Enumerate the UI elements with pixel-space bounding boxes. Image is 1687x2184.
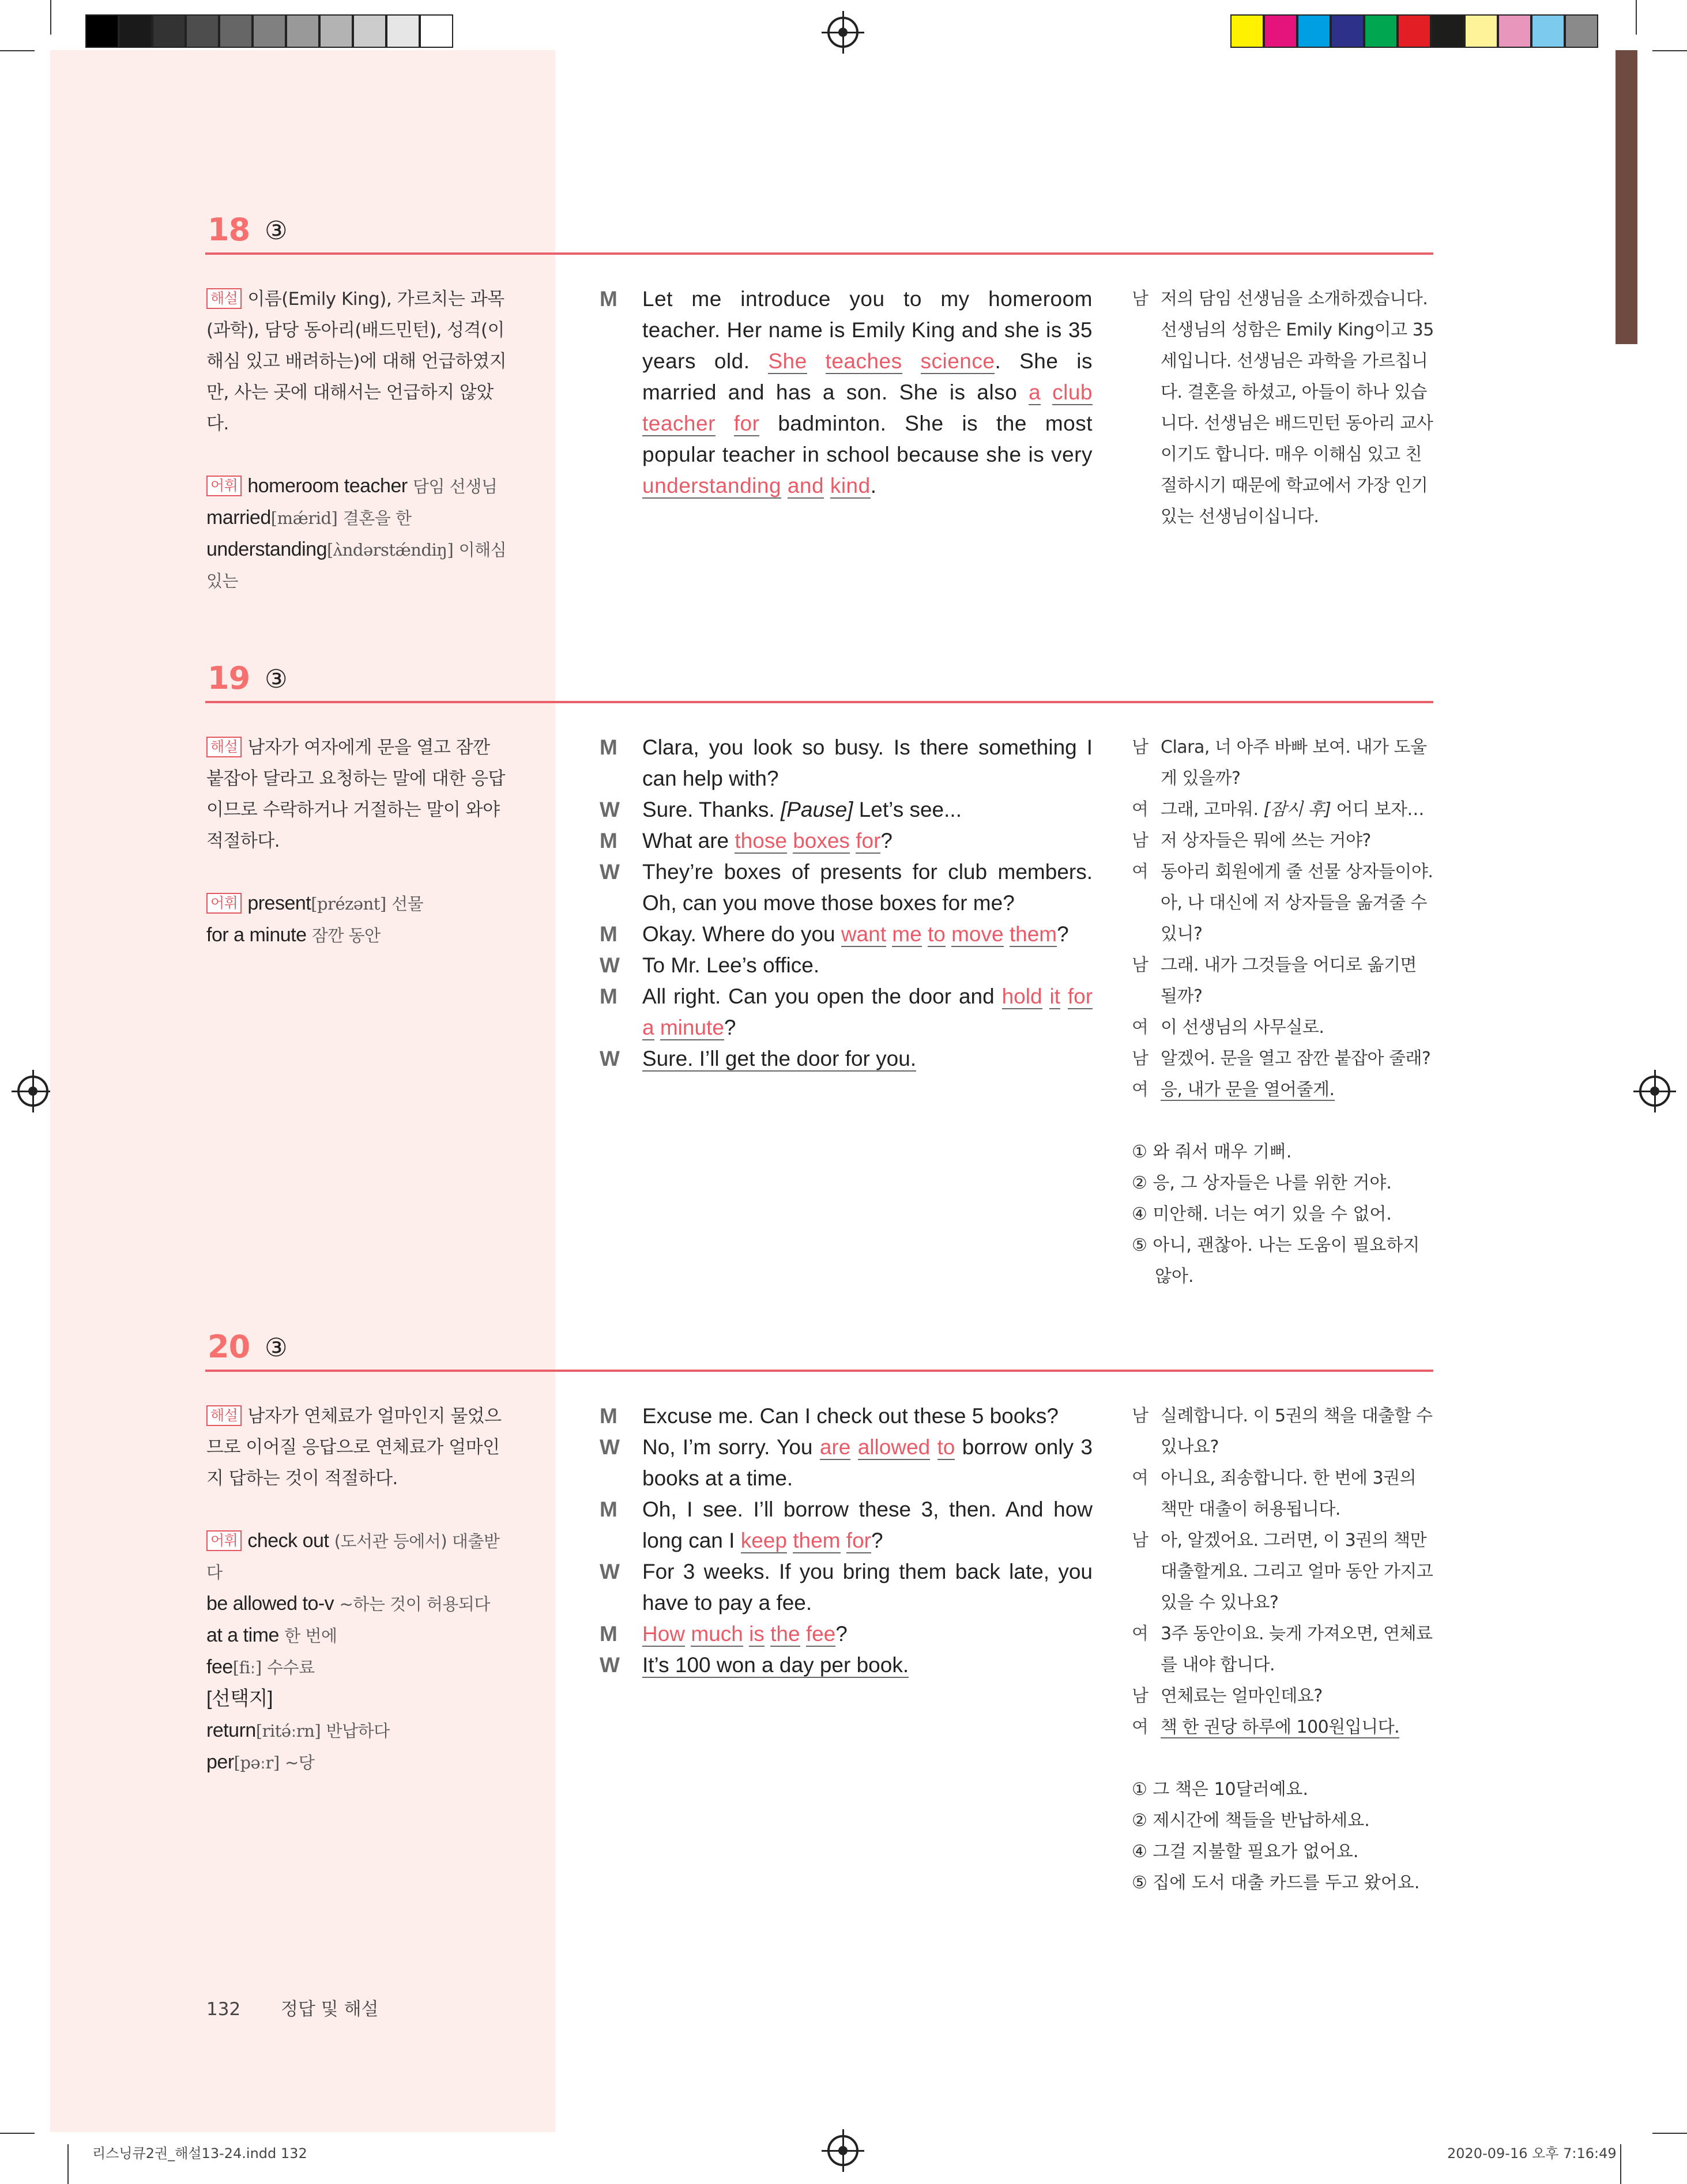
answer-phrase-word: minute bbox=[660, 1016, 724, 1039]
script-line bbox=[600, 1650, 1093, 1681]
script-line bbox=[600, 1494, 1093, 1556]
speaker-label: 남 bbox=[1132, 1406, 1148, 1426]
line-text: 연체료는 얼마인데요? bbox=[1161, 1686, 1323, 1706]
option-item: ① 와 줘서 매우 기뻐. bbox=[1132, 1142, 1292, 1162]
vocab-item bbox=[206, 1651, 512, 1683]
answer-phrase-word: understanding bbox=[642, 474, 782, 497]
speaker-label: M bbox=[600, 287, 618, 311]
translation-line bbox=[1132, 1463, 1437, 1525]
translation-line bbox=[1132, 1619, 1437, 1681]
q19-translation bbox=[1132, 732, 1437, 1292]
translation-line bbox=[1132, 1525, 1437, 1619]
vocab-item bbox=[206, 470, 512, 502]
registration-mark bbox=[827, 17, 858, 48]
line-text: ? bbox=[1057, 922, 1069, 946]
translation-line bbox=[1132, 857, 1437, 950]
answer-phrase-word: are bbox=[819, 1435, 851, 1459]
speaker-label: M bbox=[600, 1498, 617, 1521]
speaker-label: 남 bbox=[1132, 289, 1148, 309]
answer-phrase-word: kind bbox=[830, 474, 871, 497]
color-swatch bbox=[319, 14, 353, 48]
speaker-label: 여 bbox=[1132, 799, 1148, 820]
spacer bbox=[1132, 1743, 1437, 1774]
color-swatch bbox=[1565, 14, 1598, 48]
speaker-label: 여 bbox=[1132, 1468, 1148, 1488]
q20-script bbox=[600, 1401, 1093, 1681]
line-text: ? bbox=[835, 1622, 848, 1646]
vocab-word: for a minute bbox=[206, 924, 307, 946]
vocab-item bbox=[206, 534, 512, 597]
explain-tag: 해설 bbox=[206, 1405, 242, 1426]
speaker-label: M bbox=[600, 922, 617, 946]
vocab-item bbox=[206, 888, 512, 919]
line-text: 실례합니다. 이 5권의 책을 대출할 수 있나요? bbox=[1161, 1406, 1433, 1457]
answer-mark: ③ bbox=[265, 1333, 288, 1363]
crop-mark bbox=[67, 2144, 69, 2184]
color-swatch bbox=[1464, 14, 1498, 48]
translation-line bbox=[1132, 1012, 1437, 1043]
answer-phrase bbox=[841, 922, 1057, 947]
translation-line bbox=[1132, 825, 1437, 857]
color-swatch bbox=[1531, 14, 1565, 48]
crop-mark bbox=[50, 0, 51, 35]
vocab-list bbox=[206, 888, 512, 951]
crop-mark bbox=[0, 2133, 35, 2134]
crop-mark bbox=[1652, 50, 1687, 51]
color-swatch bbox=[386, 14, 420, 48]
speaker-label: W bbox=[600, 1560, 620, 1583]
line-text: 이 선생님의 사무실로. bbox=[1161, 1017, 1324, 1038]
line-text: ? bbox=[871, 1529, 883, 1552]
answer-phrase-word: science bbox=[920, 349, 995, 373]
script-line bbox=[600, 794, 1093, 825]
answer-phrase-word: to bbox=[927, 922, 946, 946]
color-swatch bbox=[420, 14, 453, 48]
script-line bbox=[600, 919, 1093, 950]
q20-explanation: 해설 남자가 연체료가 얼마인지 물었으므로 이어질 응답으로 연체료가 얼마인지 답하는 것이 적절하다. 어휘 check out (도서관 등에서) 대출받다 be allowed to-v ~하는 것이 허용되다 at a time 한 번에 fee[fiː] 수수료 [선택지] return[ritə́ːrn] 반납하다 per[pəːr] ~당 bbox=[206, 1401, 512, 1778]
line-text: For 3 weeks. If you bring them back late, you have to pay a fee. bbox=[642, 1560, 1093, 1615]
option-item: ⑤ 아니, 괜찮아. 나는 도움이 필요하지 않아. bbox=[1132, 1235, 1420, 1287]
color-swatch bbox=[1331, 14, 1364, 48]
speaker-label: M bbox=[600, 829, 617, 853]
stage-direction: [잠시 후] bbox=[1263, 799, 1331, 820]
color-swatch bbox=[219, 14, 253, 48]
answer-phrase-word: them bbox=[1009, 922, 1057, 946]
question-number: 19 bbox=[208, 660, 250, 696]
vocab-word: married bbox=[206, 507, 271, 529]
slug-file: 리스닝큐2권_해설13-24.indd 132 bbox=[92, 2145, 307, 2162]
explain-tag: 해설 bbox=[206, 737, 242, 757]
speaker-label: W bbox=[600, 1047, 620, 1070]
line-text: 그래. 내가 그것들을 어디로 옮기면 될까? bbox=[1161, 955, 1417, 1006]
line-text: Okay. Where do you bbox=[642, 922, 841, 946]
question-19-header bbox=[208, 644, 288, 696]
script-line bbox=[600, 1432, 1093, 1494]
crop-mark bbox=[1636, 0, 1637, 35]
option-item: ④ 미안해. 너는 여기 있을 수 없어. bbox=[1132, 1204, 1392, 1224]
answer-phrase-word: for bbox=[733, 412, 760, 435]
vocab-meaning: (도서관 등에서) 대출받다 bbox=[206, 1532, 500, 1582]
translation-line bbox=[1132, 732, 1437, 794]
line-text: 아, 알겠어요. 그러면, 이 3권의 책만 대출할게요. 그리고 얼마 동안 가지고 있을 수 있나요? bbox=[1161, 1530, 1433, 1613]
option-list bbox=[1132, 1774, 1437, 1899]
registration-mark bbox=[17, 1076, 48, 1107]
answer-phrase bbox=[741, 1529, 871, 1553]
vocab-meaning: 이해심 있는 bbox=[206, 540, 507, 591]
spacer bbox=[1132, 1106, 1437, 1137]
section-divider bbox=[205, 701, 1433, 703]
color-swatch bbox=[152, 14, 186, 48]
option-item: ① 그 책은 10달러예요. bbox=[1132, 1779, 1309, 1800]
answer-line: 책 한 권당 하루에 100원입니다. bbox=[1161, 1717, 1400, 1737]
line-text: borrow only 3 books at a time. bbox=[642, 1435, 1093, 1490]
question-20-header bbox=[208, 1313, 288, 1365]
script-line bbox=[600, 1556, 1093, 1619]
speaker-label: 남 bbox=[1132, 1530, 1148, 1551]
answer-mark: ③ bbox=[265, 216, 288, 246]
vocab-item bbox=[206, 1747, 512, 1778]
answer-phrase-word: for bbox=[856, 829, 881, 853]
speaker-label: W bbox=[600, 953, 620, 977]
line-text: They’re boxes of presents for club members. Oh, can you move those boxes for me? bbox=[642, 860, 1093, 915]
translation-line bbox=[1132, 1681, 1437, 1712]
answer-phrase-word: the bbox=[770, 1622, 800, 1646]
vocab-tag: 어휘 bbox=[206, 1530, 242, 1551]
line-text: 저 상자들은 뭐에 쓰는 거야? bbox=[1161, 831, 1371, 851]
script-line bbox=[600, 950, 1093, 981]
vocab-phonetic: [prézənt] bbox=[311, 894, 386, 914]
line-text: Excuse me. Can I check out these 5 books? bbox=[642, 1404, 1059, 1428]
color-swatch bbox=[85, 14, 119, 48]
speaker-label: 남 bbox=[1132, 955, 1148, 975]
speaker-label: 남 bbox=[1132, 737, 1148, 757]
color-swatch bbox=[286, 14, 319, 48]
line-text: 동아리 회원에게 줄 선물 상자들이야. 아, 나 대신에 저 상자들을 옮겨줄 수 있니? bbox=[1161, 862, 1433, 944]
answer-phrase-word: much bbox=[691, 1622, 743, 1646]
registration-mark bbox=[1639, 1076, 1670, 1107]
vocab-word: return bbox=[206, 1719, 256, 1741]
answer-phrase-word: those bbox=[735, 829, 787, 853]
speaker-label: 남 bbox=[1132, 1048, 1148, 1069]
answer-line: It’s 100 won a day per book. bbox=[642, 1653, 909, 1677]
answer-phrase-word: teaches bbox=[825, 349, 902, 373]
speaker-label: 남 bbox=[1132, 831, 1148, 851]
answer-phrase-word: teacher bbox=[642, 412, 716, 435]
vocab-item bbox=[206, 919, 512, 951]
color-swatch bbox=[1364, 14, 1398, 48]
speaker-label: 여 bbox=[1132, 1624, 1148, 1644]
speaker-label: W bbox=[600, 1653, 620, 1677]
section-divider bbox=[205, 252, 1433, 255]
answer-phrase-word: fee bbox=[805, 1622, 836, 1646]
line-text: All right. Can you open the door and bbox=[642, 985, 1002, 1008]
vocab-meaning: ~하는 것이 허용되다 bbox=[339, 1594, 490, 1614]
vocab-word: per bbox=[206, 1751, 234, 1773]
speaker-label: W bbox=[600, 860, 620, 884]
vocab-tag: 어휘 bbox=[206, 893, 242, 914]
speaker-label: W bbox=[600, 1435, 620, 1459]
answer-phrase-word: them bbox=[793, 1529, 841, 1552]
answer-phrase bbox=[642, 1622, 835, 1647]
slug-date: 2020-09-16 오후 7:16:49 bbox=[1447, 2145, 1617, 2162]
q18-translation bbox=[1132, 284, 1437, 533]
color-swatch bbox=[1264, 14, 1297, 48]
line-text: Sure. Thanks. bbox=[642, 798, 781, 821]
speaker-label: M bbox=[600, 735, 617, 759]
vocab-word: fee bbox=[206, 1656, 233, 1678]
vocab-item bbox=[206, 1683, 512, 1715]
color-swatch bbox=[1398, 14, 1431, 48]
color-swatch bbox=[1498, 14, 1531, 48]
line-text: Clara, you look so busy. Is there something I can help with? bbox=[642, 735, 1093, 790]
speaker-label: M bbox=[600, 1404, 617, 1428]
question-number: 18 bbox=[208, 212, 250, 248]
answer-phrase-word: How bbox=[642, 1622, 686, 1646]
stage-direction: [Pause] bbox=[780, 798, 853, 821]
vocab-phonetic: [fiː] bbox=[232, 1658, 262, 1677]
question-number: 20 bbox=[208, 1329, 250, 1365]
vocab-phonetic: [ʌ̀ndərstǽndiŋ] bbox=[327, 540, 454, 560]
vocab-meaning: 수수료 bbox=[267, 1658, 315, 1677]
answer-phrase-word: hold bbox=[1001, 985, 1042, 1008]
answer-phrase-word: club bbox=[1052, 380, 1093, 404]
script-line bbox=[600, 825, 1093, 857]
answer-phrase bbox=[820, 1435, 955, 1460]
speaker-label: 남 bbox=[1132, 1686, 1148, 1706]
color-swatch bbox=[1230, 14, 1264, 48]
answer-mark: ③ bbox=[265, 665, 288, 694]
line-text: What are bbox=[642, 829, 735, 853]
speaker-label: 여 bbox=[1132, 1017, 1148, 1038]
line-text: ? bbox=[724, 1016, 736, 1039]
option-item: ② 제시간에 책들을 반납하세요. bbox=[1132, 1810, 1370, 1831]
script-line bbox=[600, 732, 1093, 794]
vocab-item bbox=[206, 502, 512, 534]
vocab-item bbox=[206, 1588, 512, 1620]
vocab-tag: 어휘 bbox=[206, 476, 242, 496]
vocab-word: check out bbox=[247, 1530, 329, 1552]
line-text: Let’s see... bbox=[853, 798, 962, 821]
translation-line: 남 저의 담임 선생님을 소개하겠습니다. 선생님의 성함은 Emily King이고 35세입니다. 선생님은 과학을 가르칩니다. 결혼을 하셨고, 아들이 하나 있습니다. 선생님은 배드민턴 동아리 교사이기도 합니다. 매우 이해심 있고 친절하시기 때문에 학교에서 가장 인기 있는 선생님이십니다. bbox=[1132, 284, 1437, 533]
vocab-meaning: 결혼을 한 bbox=[342, 508, 412, 528]
q18-script bbox=[600, 284, 1093, 501]
vocab-meaning: 담임 선생님 bbox=[413, 477, 498, 496]
script-line bbox=[600, 857, 1093, 919]
answer-phrase-word: allowed bbox=[857, 1435, 931, 1459]
footer-label: 정답 및 해설 bbox=[281, 1999, 379, 2020]
speaker-label: 여 bbox=[1132, 862, 1148, 882]
answer-phrase-word: is bbox=[749, 1622, 765, 1646]
q19-script bbox=[600, 732, 1093, 1074]
translation-line bbox=[1132, 950, 1437, 1012]
answer-line: Sure. I’ll get the door for you. bbox=[642, 1047, 917, 1070]
page-number: 132 bbox=[206, 1999, 241, 2020]
answer-phrase-word: and bbox=[787, 474, 824, 497]
speaker-label: M bbox=[600, 1622, 617, 1646]
q20-translation bbox=[1132, 1401, 1437, 1899]
speaker-label: 여 bbox=[1132, 1717, 1148, 1737]
vocab-item bbox=[206, 1525, 512, 1588]
answer-phrase bbox=[735, 829, 880, 854]
registration-mark bbox=[827, 2135, 858, 2166]
answer-phrase-word: want bbox=[841, 922, 886, 946]
crop-mark bbox=[1652, 2133, 1687, 2134]
vocab-phonetic: [ritə́ːrn] bbox=[255, 1721, 321, 1741]
vocab-list bbox=[206, 470, 512, 597]
color-swatch bbox=[1431, 14, 1464, 48]
answer-phrase-word: She bbox=[768, 349, 807, 373]
vocab-word: understanding bbox=[206, 538, 327, 560]
page-footer bbox=[206, 1994, 378, 2020]
line-text: No, I’m sorry. You bbox=[642, 1435, 820, 1459]
answer-phrase-word: keep bbox=[740, 1529, 787, 1552]
answer-phrase-word: move bbox=[951, 922, 1004, 946]
answer-phrase-word: it bbox=[1049, 985, 1060, 1008]
line-text: 그래, 고마워. bbox=[1161, 799, 1264, 820]
line-text: 아니요, 죄송합니다. 한 번에 3권의 책만 대출이 허용됩니다. bbox=[1161, 1468, 1417, 1519]
script-line bbox=[600, 1619, 1093, 1650]
color-swatch bbox=[119, 14, 152, 48]
vocab-item bbox=[206, 1715, 512, 1747]
section-divider bbox=[205, 1370, 1433, 1372]
answer-phrase-word: for bbox=[846, 1529, 871, 1552]
script-line bbox=[600, 1401, 1093, 1432]
translation-line bbox=[1132, 1401, 1437, 1463]
answer-phrase-word: me bbox=[892, 922, 922, 946]
vocab-meaning: 선물 bbox=[391, 894, 424, 914]
q18-explanation: 해설 이름(Emily King), 가르치는 과목(과학), 담당 동아리(배드민턴), 성격(이해심 있고 배려하는)에 대해 언급하였지만, 사는 곳에 대해서는 언급하지 않았다. 어휘 homeroom teacher 담임 선생님 married[mǽrid] 결혼을 한 understanding[ʌ̀ndərstǽndiŋ] 이해심 있는 bbox=[206, 284, 512, 597]
vocab-word: at a time bbox=[206, 1624, 279, 1646]
option-item: ⑤ 집에 도서 대출 카드를 두고 왔어요. bbox=[1132, 1873, 1420, 1893]
vocab-word: present bbox=[247, 892, 311, 914]
crop-mark bbox=[0, 50, 35, 51]
vocab-item bbox=[206, 1620, 512, 1651]
vocab-word: be allowed to-v bbox=[206, 1593, 334, 1615]
speaker-label: M bbox=[600, 985, 617, 1008]
color-swatch bbox=[353, 14, 386, 48]
vocab-meaning: 한 번에 bbox=[284, 1626, 337, 1646]
translation-line bbox=[1132, 794, 1437, 825]
vocab-word: homeroom teacher bbox=[247, 475, 408, 497]
script-line: M Let me introduce you to my homeroom teacher. Her name is Emily King and she is 35 years old. She teaches science. She is married and has a son. She is also a club teacher for badminton. She is the most popular teacher in school because she is very understanding and kind. bbox=[600, 284, 1093, 501]
speaker-label: W bbox=[600, 798, 620, 821]
line-text: To Mr. Lee’s office. bbox=[642, 953, 820, 977]
color-swatch bbox=[186, 14, 219, 48]
line-text: 어디 보자… bbox=[1331, 799, 1424, 820]
crop-mark bbox=[1620, 2144, 1621, 2184]
line-text: Oh, I see. I’ll borrow these 3, then. And how long can I bbox=[642, 1498, 1093, 1552]
line-text: Clara, 너 아주 바빠 보여. 내가 도울 게 있을까? bbox=[1161, 737, 1427, 789]
translation-line bbox=[1132, 1712, 1437, 1743]
answer-phrase-word: a bbox=[642, 1016, 654, 1039]
vocab-meaning: 잠깐 동안 bbox=[311, 926, 381, 945]
vocab-meaning: ~당 bbox=[285, 1753, 315, 1772]
vocab-phonetic: [mǽrid] bbox=[270, 508, 338, 528]
option-list bbox=[1132, 1137, 1437, 1292]
line-text: 3주 동안이요. 늦게 가져오면, 연체료를 내야 합니다. bbox=[1161, 1624, 1433, 1675]
answer-phrase-word: for bbox=[1067, 985, 1093, 1008]
script-line bbox=[600, 981, 1093, 1043]
line-text: ? bbox=[880, 829, 893, 853]
vocab-phonetic: [pəːr] bbox=[234, 1753, 280, 1772]
q19-explanation: 해설 남자가 여자에게 문을 열고 잠깐 붙잡아 달라고 요청하는 말에 대한 응답이므로 수락하거나 거절하는 말이 와야 적절하다. 어휘 present[prézənt] 선물 for a minute 잠깐 동안 bbox=[206, 732, 512, 951]
speaker-label: 여 bbox=[1132, 1080, 1148, 1100]
answer-line: 응, 내가 문을 열어줄게. bbox=[1161, 1080, 1335, 1100]
answer-phrase-word: boxes bbox=[793, 829, 850, 853]
line-text: 알겠어. 문을 열고 잠깐 붙잡아 줄래? bbox=[1161, 1048, 1431, 1069]
vocab-list bbox=[206, 1525, 512, 1778]
vocab-meaning: 반납하다 bbox=[326, 1721, 390, 1741]
answer-phrase-word: a bbox=[1029, 380, 1041, 404]
vocab-word: [선택지] bbox=[206, 1688, 273, 1710]
translation-line bbox=[1132, 1043, 1437, 1074]
option-item: ② 응, 그 상자들은 나를 위한 거야. bbox=[1132, 1173, 1392, 1193]
question-18-header bbox=[208, 196, 288, 248]
option-item: ④ 그걸 지불할 필요가 없어요. bbox=[1132, 1842, 1359, 1862]
color-swatch bbox=[1297, 14, 1331, 48]
translation-line bbox=[1132, 1074, 1437, 1106]
color-swatch bbox=[253, 14, 286, 48]
explain-tag: 해설 bbox=[206, 288, 242, 309]
chapter-tab bbox=[1616, 50, 1637, 344]
script-line bbox=[600, 1043, 1093, 1074]
answer-phrase-word: to bbox=[937, 1435, 955, 1459]
